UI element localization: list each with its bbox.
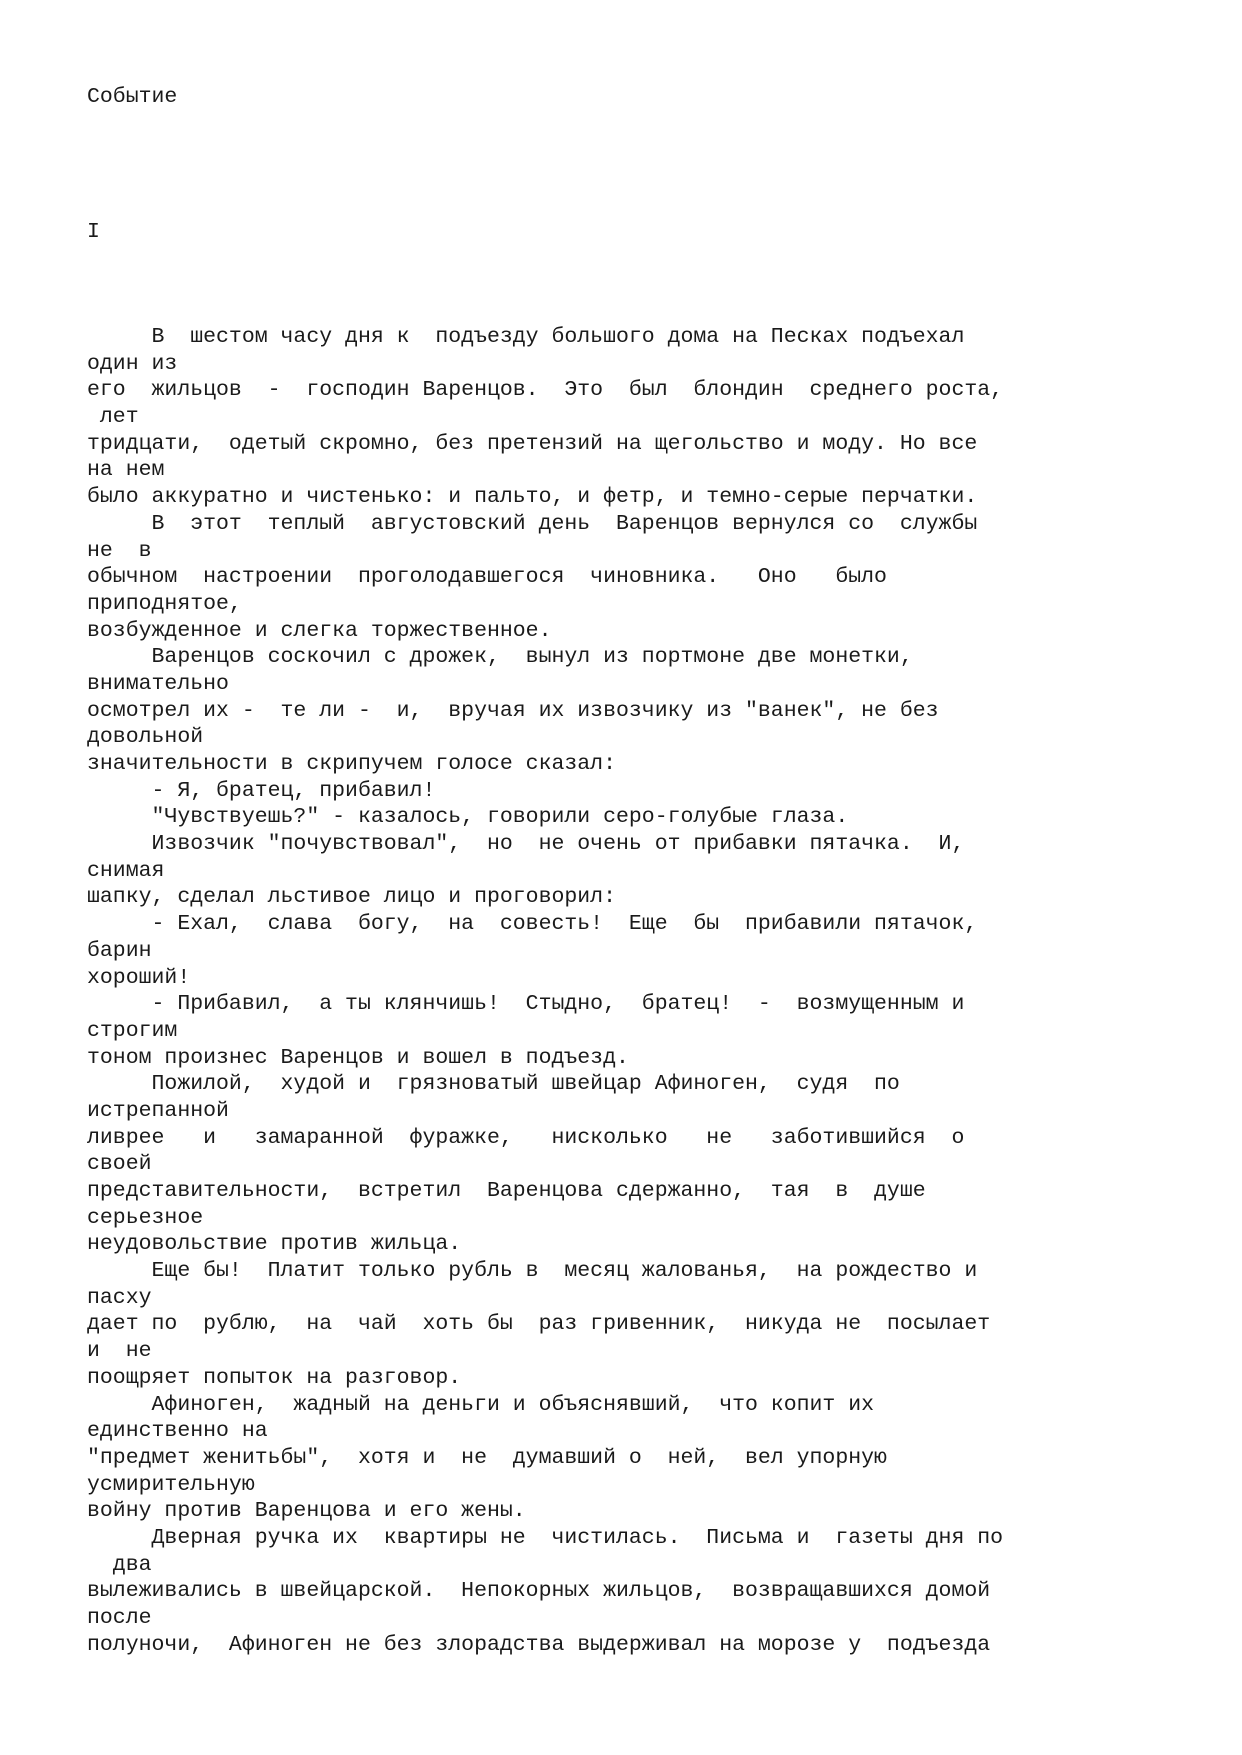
text-line: представительности, встретил Варенцова сдержанно, тая в душе xyxy=(87,1179,926,1203)
text-line: хороший! xyxy=(87,965,191,990)
text-line: строгим xyxy=(87,1018,178,1043)
text-line: поощряет попыток на разговор. xyxy=(87,1365,462,1390)
text-line: приподнятое, xyxy=(87,591,242,616)
text-line: Афиноген, жадный на деньги и объяснявший, что копит их xyxy=(87,1392,875,1417)
text-line: вылеживались в швейцарской. Непокорных жильцов, возвращавшихся домой xyxy=(87,1579,991,1604)
text-line: его жильцов - господин Варенцов. Это был блондин среднего роста, xyxy=(87,378,1004,403)
text-line: снимая xyxy=(87,858,165,883)
text-line: довольной xyxy=(87,725,204,750)
text-line: неудовольствие против жильца. xyxy=(87,1232,462,1257)
text-line: дает по рублю, на чай хоть бы раз гривенник, никуда не посылает xyxy=(87,1312,991,1337)
text-line: обычном настроении проголодавшегося чиновника. Оно было xyxy=(87,565,887,590)
text-line: было аккуратно и чистенько: и пальто, и фетр, и темно-серые перчатки. xyxy=(87,485,978,510)
text-line: и не xyxy=(87,1339,152,1364)
text-line: - Ехал, слава богу, на совесть! Еще бы прибавили пятачок, xyxy=(87,912,978,937)
text-line: не в xyxy=(87,538,152,563)
chapter-number: I xyxy=(87,220,100,244)
text-line: шапку, сделал льстивое лицо и проговорил: xyxy=(87,885,616,910)
text-line: - Прибавил, а ты клянчишь! Стыдно, братец! - возмущенным и xyxy=(87,992,965,1017)
text-line: два xyxy=(87,1552,152,1577)
text-line: значительности в скрипучем голосе сказал: xyxy=(87,752,616,776)
body-text xyxy=(87,324,1187,1658)
text-line: осмотрел их - те ли - и, вручая их извозчику из "ванек", не без xyxy=(87,698,939,723)
text-line: Извозчик "почувствовал", но не очень от прибавки пятачка. И, xyxy=(87,832,965,857)
document-title: Событие xyxy=(87,85,178,109)
text-line: на нем xyxy=(87,458,165,483)
text-line: серьезное xyxy=(87,1205,204,1230)
text-line: своей xyxy=(87,1152,152,1177)
text-line: "Чувствуешь?" - казалось, говорили серо-голубые глаза. xyxy=(87,805,849,830)
text-line: полуночи, Афиноген не без злорадства выдерживал на морозе у подъезда xyxy=(87,1632,991,1657)
text-line: Пожилой, худой и грязноватый швейцар Афиноген, судя по xyxy=(87,1072,900,1097)
text-line: возбужденное и слегка торжественное. xyxy=(87,618,552,643)
text-line: Еще бы! Платит только рубль в месяц жалованья, на рождество и xyxy=(87,1259,978,1284)
text-line: тоном произнес Варенцов и вошел в подъезд. xyxy=(87,1045,629,1070)
text-line: усмирительную xyxy=(87,1472,255,1497)
text-line: - Я, братец, прибавил! xyxy=(87,778,436,803)
text-line: единственно на xyxy=(87,1419,268,1444)
text-line: после xyxy=(87,1606,152,1630)
text-line: барин xyxy=(87,938,152,963)
text-line: один из xyxy=(87,351,178,376)
text-line: ливрее и замаранной фуражке, нисколько не заботившийся о xyxy=(87,1125,965,1150)
text-line: Варенцов соскочил с дрожек, вынул из портмоне две монетки, xyxy=(87,645,913,670)
text-line: В этот теплый августовский день Варенцов вернулся со службы xyxy=(87,511,978,536)
text-line: пасху xyxy=(87,1285,152,1310)
text-line: В шестом часу дня к подъезду большого дома на Песках подъехал xyxy=(87,325,965,349)
text-line: войну против Варенцова и его жены. xyxy=(87,1499,526,1524)
text-line: внимательно xyxy=(87,671,229,696)
text-line: истрепанной xyxy=(87,1098,229,1123)
text-line: "предмет женитьбы", хотя и не думавший о ней, вел упорную xyxy=(87,1445,887,1470)
text-line: лет xyxy=(87,405,139,430)
text-line: Дверная ручка их квартиры не чистилась. Письма и газеты дня по xyxy=(87,1525,1004,1550)
text-line: тридцати, одетый скромно, без претензий на щегольство и моду. Но все xyxy=(87,431,978,456)
